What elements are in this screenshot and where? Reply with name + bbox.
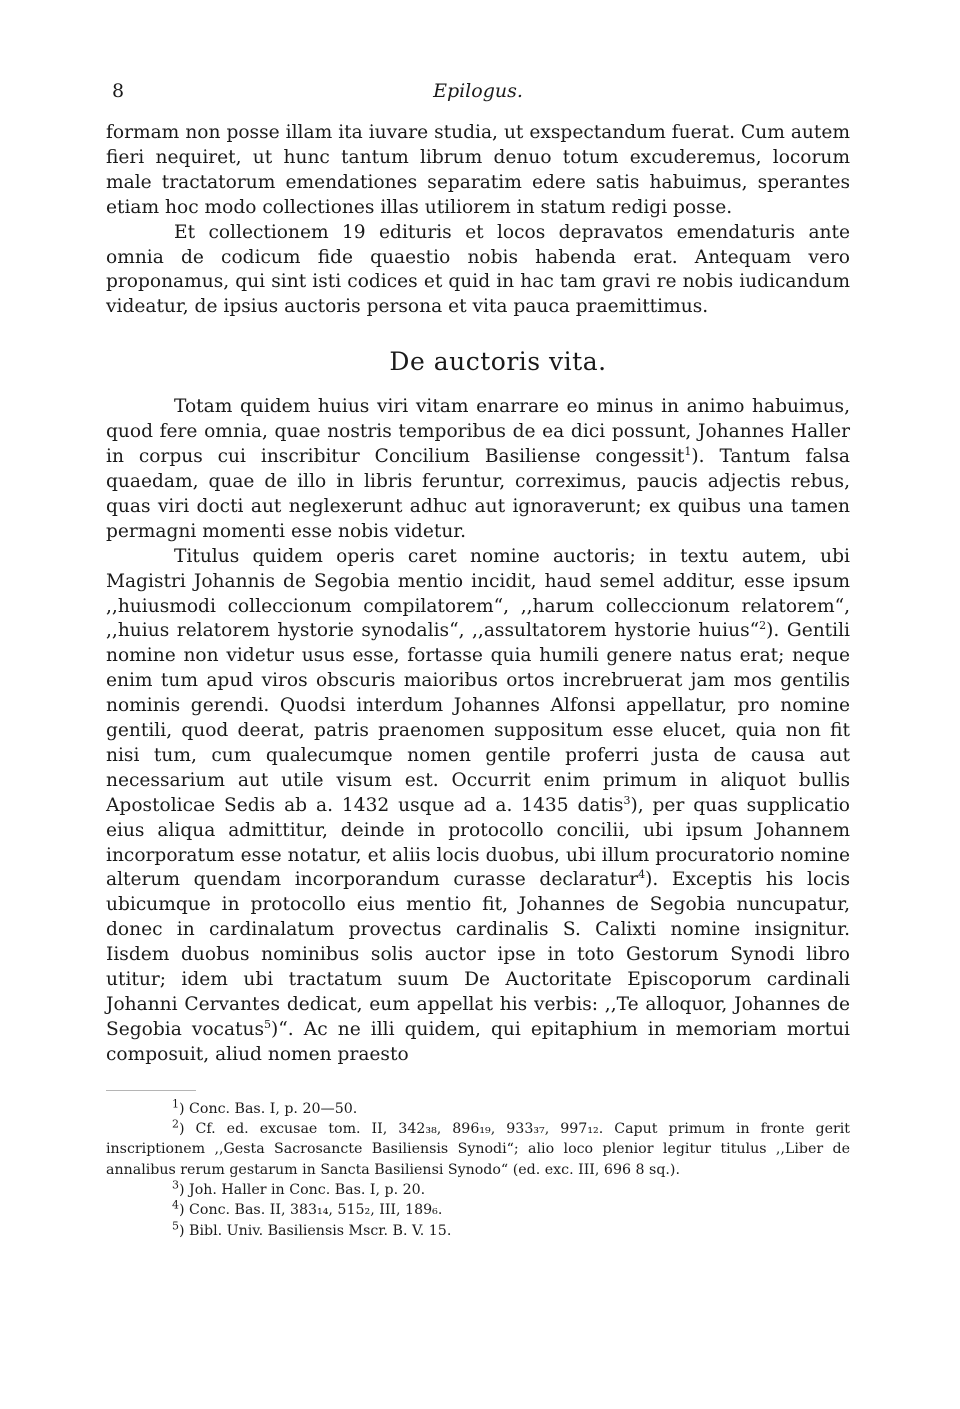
page-header (106, 74, 850, 108)
footnote-ref: 2 (759, 619, 767, 633)
text-run: ). Exceptis his locis ubicumque in protocollo eius mentio fit, Johannes de Segobia nuncupatur, donec in cardinalatum provectus cardinalis S. Calixti nomine insignitur. Iisdem duobus nominibus solis auctor ipse in toto Gestorum Synodi libro utitur; idem ubi tractatum suum De Auctoritate Episcoporum cardinali Johanni Cervantes dedicat, eum appellat his verbis: ,,Te alloquor, Johannes de Segobia vocatus (106, 869, 850, 1040)
footnote-mark: 2 (172, 1117, 179, 1131)
footnotes (106, 1096, 850, 1241)
running-title: Epilogus. (433, 80, 523, 102)
footnote (106, 1200, 850, 1220)
footnote-mark: 4 (172, 1198, 179, 1212)
footnote (106, 1180, 850, 1200)
footnote-ref: 4 (638, 868, 646, 882)
page-number: 8 (112, 80, 125, 102)
paragraph (106, 545, 850, 1068)
footnote-divider (106, 1090, 196, 1091)
text-run: ), per quas supplicatio eius aliqua admittitur, deinde in protocollo concilii, ubi ipsum Johannem incorporatum esse notatur, et aliis locis duobus, ubi illum procuratorio nomine alterum quendam incorporandum curasse declaratur (106, 794, 850, 891)
footnote-text: ) Bibl. Univ. Basiliensis Mscr. B. V. 15. (179, 1222, 452, 1239)
footnote-text: ) Conc. Bas. I, p. 20—50. (179, 1100, 358, 1117)
footnote-ref: 1 (684, 444, 692, 458)
page (106, 74, 850, 1241)
paragraph: Et collectionem 19 edituris et locos depravatos emendaturis ante omnia de codicum fide quaestio nobis habenda erat. Antequam vero proponamus, qui sint isti codices et quid in hac tam gravi re nobis iudicandum videatur, de ipsius auctoris persona et vita pauca praemittimus. (106, 221, 850, 318)
text-run: Titulus quidem operis caret nomine auctoris; in textu autem, ubi Magistri Johannis de Segobia mentio incidit, haud semel additur, esse ipsum ,,huiusmodi colleccionum compilatorem“, ,,harum colleccionum relatorem“, ,,huius relatorem hystorie synodalis“, ,,assultatorem hystorie huius“ (106, 545, 850, 642)
footnote (106, 1096, 850, 1119)
text-run: ). Gentili nomine non videtur usus esse, fortasse quia humili genere natus erat; neque enim tum apud viros obscuris maioribus ortos increbruerat jam mos gentilis nominis gerendi. Quodsi interdum Johannes Alfonsi appellatur, pro nomine gentili, quod deerat, patris praenomen suppositum esse elucet, quia non fit nisi tum, cum qualecumque nomen gentile proferri justa de causa aut necessarium aut utile visum est. Occurrit enim primum in aliquot bullis Apostolicae Sedis ab a. 1432 usque ad a. 1435 datis (106, 620, 850, 816)
paragraph (106, 395, 850, 544)
text-run: Totam quidem huius viri vitam enarrare eo minus in animo habuimus, quod fere omnia, quae nostris temporibus de ea dici possunt, Johannes Haller in corpus cui inscribitur Concilium Basiliense congessit (106, 396, 850, 468)
paragraph: formam non posse illam ita iuvare studia, ut exspectandum fuerat. Cum autem fieri nequiret, ut hunc tantum librum denuo totum excuderemus, locorum male tractatorum emendationes separatim edere satis habuimus, sperantes etiam hoc modo collectiones illas utiliorem in statum redigi posse. (106, 122, 850, 218)
footnote-text: ) Conc. Bas. II, 383₁₄, 515₂, III, 189₆. (179, 1202, 443, 1219)
footnote-mark: 1 (172, 1096, 179, 1110)
footnote-ref: 3 (623, 793, 631, 807)
footnote-text: ) Cf. ed. excusae tom. II, 342₃₈, 896₁₉, 933₃₇, 997₁₂. Caput primum in fronte gerit inscriptionem ,,Gesta Sacrosancte Basiliensis Synodi“; alio loco plenior legitur titulus ,,Liber de annalibus rerum gestarum in Sancta Basiliensi Synodo“ (ed. exc. III, 696 8 sq.). (106, 1121, 850, 1178)
section-heading: De auctoris vita. (389, 347, 607, 377)
text-run: ). Tantum falsa quaedam, quae de illo in libris feruntur, correximus, paucis adjectis rebus, quas viri docti aut neglexerunt adhuc aut ignoraverunt; ex quibus una tamen permagni momenti esse nobis videtur. (106, 446, 850, 542)
footnote-mark: 5 (172, 1218, 179, 1232)
footnote (106, 1218, 850, 1241)
text-run: )“. Ac ne illi quidem, qui epitaphium in memoriam mortui composuit, aliud nomen praesto (106, 1018, 851, 1065)
footnote (106, 1119, 850, 1180)
footnote-ref: 5 (264, 1017, 272, 1031)
footnote-mark: 3 (172, 1178, 179, 1192)
footnote-text: ) Joh. Haller in Conc. Bas. I, p. 20. (179, 1181, 426, 1198)
